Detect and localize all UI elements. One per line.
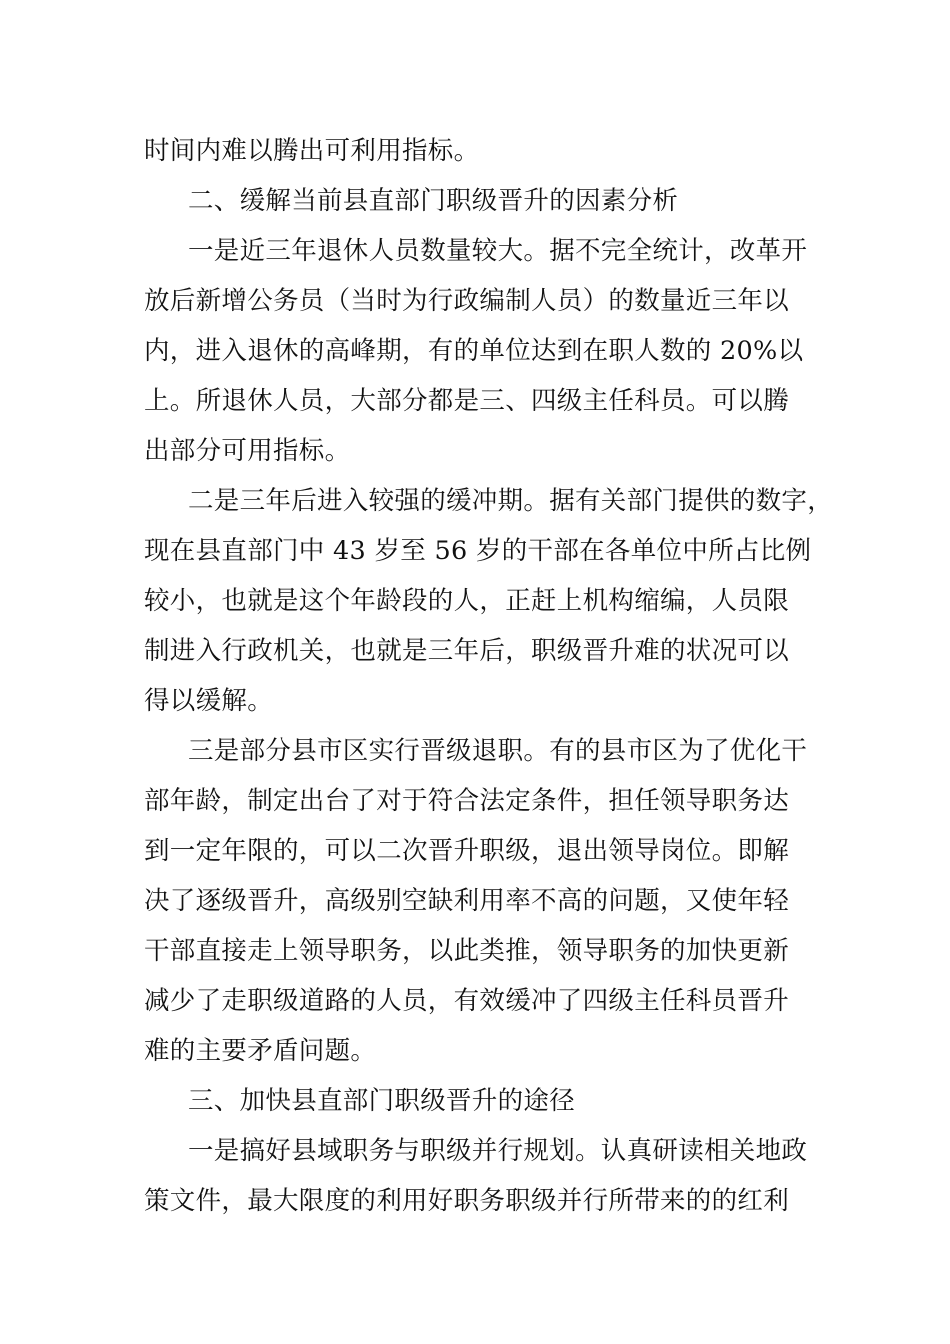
text-line: 上。所退休人员，大部分都是三、四级主任科员。可以腾 — [144, 386, 790, 416]
text-line: 内，进入退休的高峰期，有的单位达到在职人数的 20%以 — [144, 336, 804, 366]
text-line: 时间内难以腾出可利用指标。 — [144, 136, 480, 166]
text-line: 策文件，最大限度的利用好职务职级并行所带来的的红利 — [144, 1186, 790, 1216]
text-line: 减少了走职级道路的人员，有效缓冲了四级主任科员晋升 — [144, 986, 790, 1016]
text-line: 三是部分县市区实行晋级退职。有的县市区为了优化干 — [188, 736, 808, 766]
text-line: 部年龄，制定出台了对于符合法定条件，担任领导职务达 — [144, 786, 790, 816]
text-line: 制进入行政机关，也就是三年后，职级晋升难的状况可以 — [144, 636, 790, 666]
document-body — [144, 126, 834, 1226]
text-line: 一是搞好县域职务与职级并行规划。认真研读相关地政 — [188, 1136, 808, 1166]
text-line: 出部分可用指标。 — [144, 436, 351, 466]
text-line: 决了逐级晋升，高级别空缺利用率不高的问题，又使年轻 — [144, 886, 790, 916]
section-heading: 三、加快县直部门职级晋升的途径 — [188, 1086, 576, 1116]
text-line: 干部直接走上领导职务，以此类推，领导职务的加快更新 — [144, 936, 790, 966]
text-line: 较小，也就是这个年龄段的人，正赶上机构缩编，人员限 — [144, 586, 790, 616]
text-line: 到一定年限的，可以二次晋升职级，退出领导岗位。即解 — [144, 836, 790, 866]
text-line: 难的主要矛盾问题。 — [144, 1036, 377, 1066]
section-heading: 二、缓解当前县直部门职级晋升的因素分析 — [188, 186, 679, 216]
text-line: 得以缓解。 — [144, 686, 274, 716]
text-line: 放后新增公务员（当时为行政编制人员）的数量近三年以 — [144, 286, 790, 316]
text-line: 一是近三年退休人员数量较大。据不完全统计，改革开 — [188, 236, 808, 266]
text-line: 二是三年后进入较强的缓冲期。据有关部门提供的数字， — [188, 486, 834, 516]
text-line: 现在县直部门中 43 岁至 56 岁的干部在各单位中所占比例 — [144, 536, 812, 566]
